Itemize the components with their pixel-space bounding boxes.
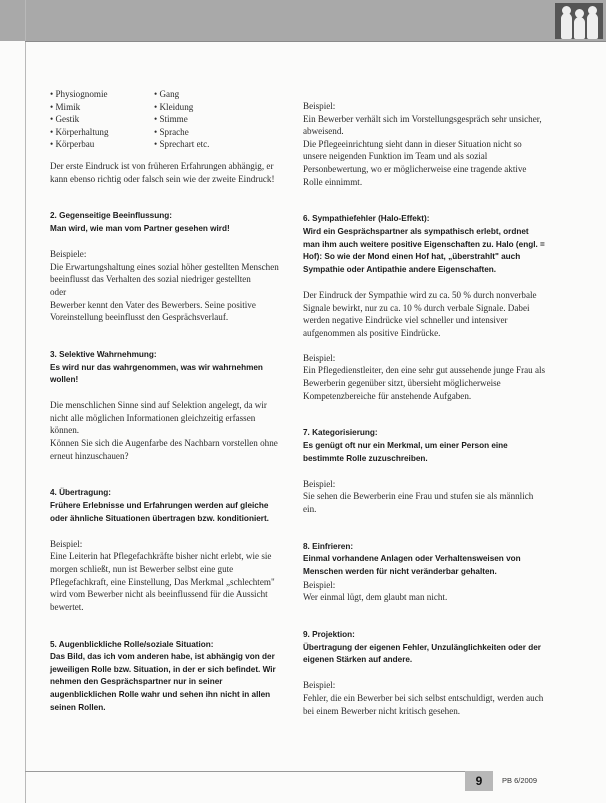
paragraph: Die Pflegeeinrichtung sieht dann in dieser Situation nicht so unsere neigenden Funktion im Team und als sozial Personbewertung, wo er möglicherweise eine tragende aktive Rolle einnimmt. — [303, 138, 527, 187]
list-item: • Physiognomie — [50, 88, 109, 101]
right-column — [303, 100, 546, 717]
paragraph: Beispiel: — [303, 352, 336, 363]
section-heading: 7. Kategorisierung: — [303, 428, 378, 438]
paragraph: Der Eindruck der Sympathie wird zu ca. 50 % durch nonverbale Signale bewirkt, nur zu ca. 10 % durch verbale Signale. Dabei werden negative Eindrücke viel schneller und intensiver aufgenommen als positive Eindrücke. — [303, 289, 537, 338]
margin-line — [25, 0, 26, 803]
paragraph: Können Sie sich die Augenfarbe des Nachbarn vorstellen ohne erneut hinzuschauen? — [50, 438, 278, 461]
intro-text: Der erste Eindruck ist von früheren Erfahrungen abhängig, er kann ebenso richtig oder falsch sein wie der zweite Eindruck! — [50, 161, 275, 184]
section-subheading: Übertragung der eigenen Fehler, Unzulänglichkeiten oder der eigenen Stärken auf andere. — [303, 642, 541, 665]
section-subheading: Frühere Erlebnisse und Erfahrungen werden auf gleiche oder ähnliche Situationen übertragen bzw. konditioniert. — [50, 501, 269, 523]
paragraph: Beispiel: — [303, 579, 336, 590]
paragraph: Ein Bewerber verhält sich im Vorstellungsgespräch sehr unsicher, abweisend. — [303, 113, 542, 137]
section-subheading: Man wird, wie man vom Partner gesehen wird! — [50, 223, 230, 233]
section-heading: 8. Einfrieren: — [303, 541, 354, 551]
section-heading: 9. Projektion: — [303, 629, 355, 639]
section-subheading: Wird ein Gesprächspartner als sympathisch erlebt, ordnet man ihm auch weitere positive Eigenschaften zu. Halo (engl. = Hof): So wie der Mond einen Hof hat, „überstrahlt" auch Sympathie oder Antipathie andere Eigenschaften. — [303, 226, 545, 274]
list-item: • Sprache — [154, 126, 209, 139]
header-rule — [25, 41, 606, 42]
bullet-list-left — [50, 88, 109, 151]
bullet-list-right — [154, 88, 209, 151]
paragraph: oder — [50, 286, 67, 297]
issue-label: PB 6/2009 — [502, 776, 538, 785]
list-item: • Körperbau — [50, 138, 109, 151]
section-subheading: Es wird nur das wahrgenommen, was wir wahrnehmen wollen! — [50, 362, 263, 385]
paragraph: Wer einmal lügt, dem glaubt man nicht. — [303, 592, 448, 603]
list-item: • Stimme — [154, 113, 209, 126]
list-item: • Sprechart etc. — [154, 138, 209, 151]
section-subheading: Es genügt oft nur ein Merkmal, um einer Person eine bestimmte Rolle zuzuschreiben. — [303, 441, 508, 463]
page-number: 9 — [465, 771, 493, 791]
section-heading: 4. Übertragung: — [50, 488, 111, 498]
paragraph: Ein Pflegedienstleiter, den eine sehr gut aussehende junge Frau als Bewerberin gegenüber sitzt, übersieht möglicherweise Kompetenzbereiche für anstehende Aufgaben. — [303, 365, 546, 401]
section-heading: 3. Selektive Wahrnehmung: — [50, 349, 157, 359]
paragraph: Beispiele: — [50, 249, 87, 260]
footer-rule — [25, 771, 465, 772]
list-item: • Mimik — [50, 101, 109, 114]
paragraph: Eine Leiterin hat Pflegefachkräfte bisher nicht erlebt, wie sie morgen schließt, nun ist Bewerber selbst eine gute Pflegefachkraft, eine Einstellung, Das Merkmal „schlechtem" wird vom Bewerber nicht als beeinflussend für die Aussicht bewertet. — [50, 551, 275, 612]
paragraph: Sie sehen die Bewerberin eine Frau und stufen sie als männlich ein. — [303, 491, 534, 514]
paragraph: Die menschlichen Sinne sind auf Selektion angelegt, da wir nicht alle möglichen Informationen gleichzeitig erfassen können. — [50, 400, 267, 436]
header-bar — [0, 0, 606, 41]
paragraph: Beispiel: — [303, 680, 336, 691]
list-item: • Gang — [154, 88, 209, 101]
paragraph: Die Erwartungshaltung eines sozial höher gestellten Menschen beeinflusst das Verhalten des sozial niedriger gestellten — [50, 261, 279, 285]
left-column — [50, 160, 285, 714]
paragraph: Beispiel: — [303, 478, 336, 489]
paragraph: Beispiel: — [303, 101, 336, 111]
section-subheading: Das Bild, das ich vom anderen habe, ist abhängig von der jeweiligen Rolle bzw. Situation, in der er sich befindet. Wir nehmen den Gesprächspartner nur in seiner augenblicklichen Rolle wahr und sehen ihn nicht in allen seinen Rollen. — [50, 652, 276, 712]
paragraph: Beispiel: — [50, 538, 83, 549]
section-subheading: Einmal vorhandene Anlagen oder Verhaltensweisen von Menschen werden für nicht veränderbar gehalten. — [303, 554, 521, 576]
paragraph: Fehler, die ein Bewerber bei sich selbst entschuldigt, werden auch bei einem Bewerber nicht kritisch gesehen. — [303, 692, 544, 716]
list-item: • Gestik — [50, 113, 109, 126]
section-heading: 5. Augenblickliche Rolle/soziale Situation: — [50, 639, 214, 649]
list-item: • Kleidung — [154, 101, 209, 114]
section-heading: 2. Gegenseitige Beeinflussung: — [50, 211, 172, 221]
people-logo-icon — [555, 3, 603, 39]
paragraph: Bewerber kennt den Vater des Bewerbers. Seine positive Voreinstellung beeinflusst den Gesprächsverlauf. — [50, 299, 256, 323]
section-heading: 6. Sympathiefehler (Halo-Effekt): — [303, 214, 430, 224]
list-item: • Körperhaltung — [50, 126, 109, 139]
